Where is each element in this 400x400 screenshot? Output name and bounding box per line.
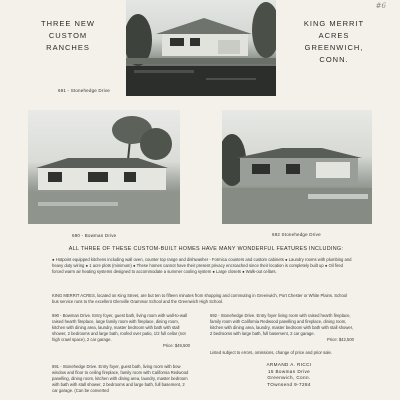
listing-690-text: 690 - Bowman Drive. Entry foyer, guest bath, living room with wall-to-wall raised hearth fireplace, large family room with fireplace, dining room, kitchen with dining area, laundry, master bedroom with bath with stall shower, 2 bedrooms and large bath, roofed over patio, 1/2 full cellar (not high crawl space), 2 car garage. [52, 313, 188, 343]
listing-692-price: Price: $42,500 [326, 337, 354, 343]
photo-caption-690: 690 - Bowman Drive [72, 233, 117, 238]
header-right-line: CONN. [319, 55, 349, 64]
photo-caption-691-top: 691 - Stonehedge Drive [58, 88, 110, 93]
corner-mark: #6 [375, 2, 386, 10]
photo-caption-692: 692 Stonehedge Drive [272, 232, 321, 237]
contact-block [234, 362, 344, 388]
house-illustration [222, 110, 372, 224]
house-photo-690 [28, 110, 180, 224]
listing-690 [52, 313, 190, 350]
header-right-line: ACRES [318, 31, 350, 40]
features-paragraph: ● Hotpoint equipped kitchens including wall oven, counter top range and dishwasher - Formica counters and custom cabinets ● Laundry rooms with plumbing and heavy duty wiring ● 1 acre plots (minimum) ● These homes cannot have their present privacy encroached since their location is completely built up ● Oil fired forced warm air heating systems designed to accommodate a summer cooling system ● Large closets ● Walk-out cellars. [52, 257, 352, 275]
listing-690-price: Price: $49,500 [162, 343, 190, 349]
contact-phone: TOwnsend 9-7284 [267, 381, 311, 387]
listing-692-text: 692 - Stonehedge Drive. Entry foyer living room with raised hearth fireplace, family room with California Redwood panelling and fireplace, dining room, kitchen with dining area, laundry, master bedroom with bath with stall shower, 2 bedrooms with large bath, full basement, 2 car garage. [210, 313, 354, 337]
house-photo-691-top [126, 0, 276, 96]
features-headline: ALL THREE OF THESE CUSTOM-BUILT HOMES HAVE MANY WONDERFUL FEATURES INCLUDING: [68, 246, 344, 252]
listing-692 [210, 313, 354, 343]
listing-691-text: 691 - Stonehedge Drive. Entry foyer, guest bath, living room with bow window and floor to ceiling fireplace, family room with California Redwood panelling, dining room, kitchen with dining area, laundry, master bedroom with bath with stall shower, 2 bedrooms and large bath, full basement, 2 car garage. (Can be converted [52, 364, 189, 394]
header-left-line: RANCHES [46, 43, 90, 52]
contact-name: ARMAND A. RICCI [266, 362, 312, 367]
header-right-title [284, 18, 384, 66]
header-right-line: KING MERRIT [303, 19, 365, 28]
house-illustration [126, 0, 276, 96]
contact-address-line: 15 Bowman Drive [267, 368, 311, 374]
listed-subject-note: Listed subject to errors, omissions, change of price and prior sale. [210, 350, 332, 355]
listing-691 [52, 364, 190, 394]
house-illustration [28, 110, 180, 224]
contact-address-line: Greenwich, Conn. [267, 375, 311, 381]
header-left-line: CUSTOM [48, 31, 88, 40]
header-right-line: GREENWICH, [304, 43, 364, 52]
header-left-line: THREE NEW [41, 19, 95, 28]
header-left-title [18, 18, 118, 54]
house-photo-692 [222, 110, 372, 224]
location-paragraph: KING MERRIT ACRES, located on King Street, are but ten to fifteen minutes from shopping and commuting in Greenwich, Port Chester or White Plains. School bus service runs to the excellent Glenville Grammar School and the Greenwich High School. [52, 293, 348, 305]
